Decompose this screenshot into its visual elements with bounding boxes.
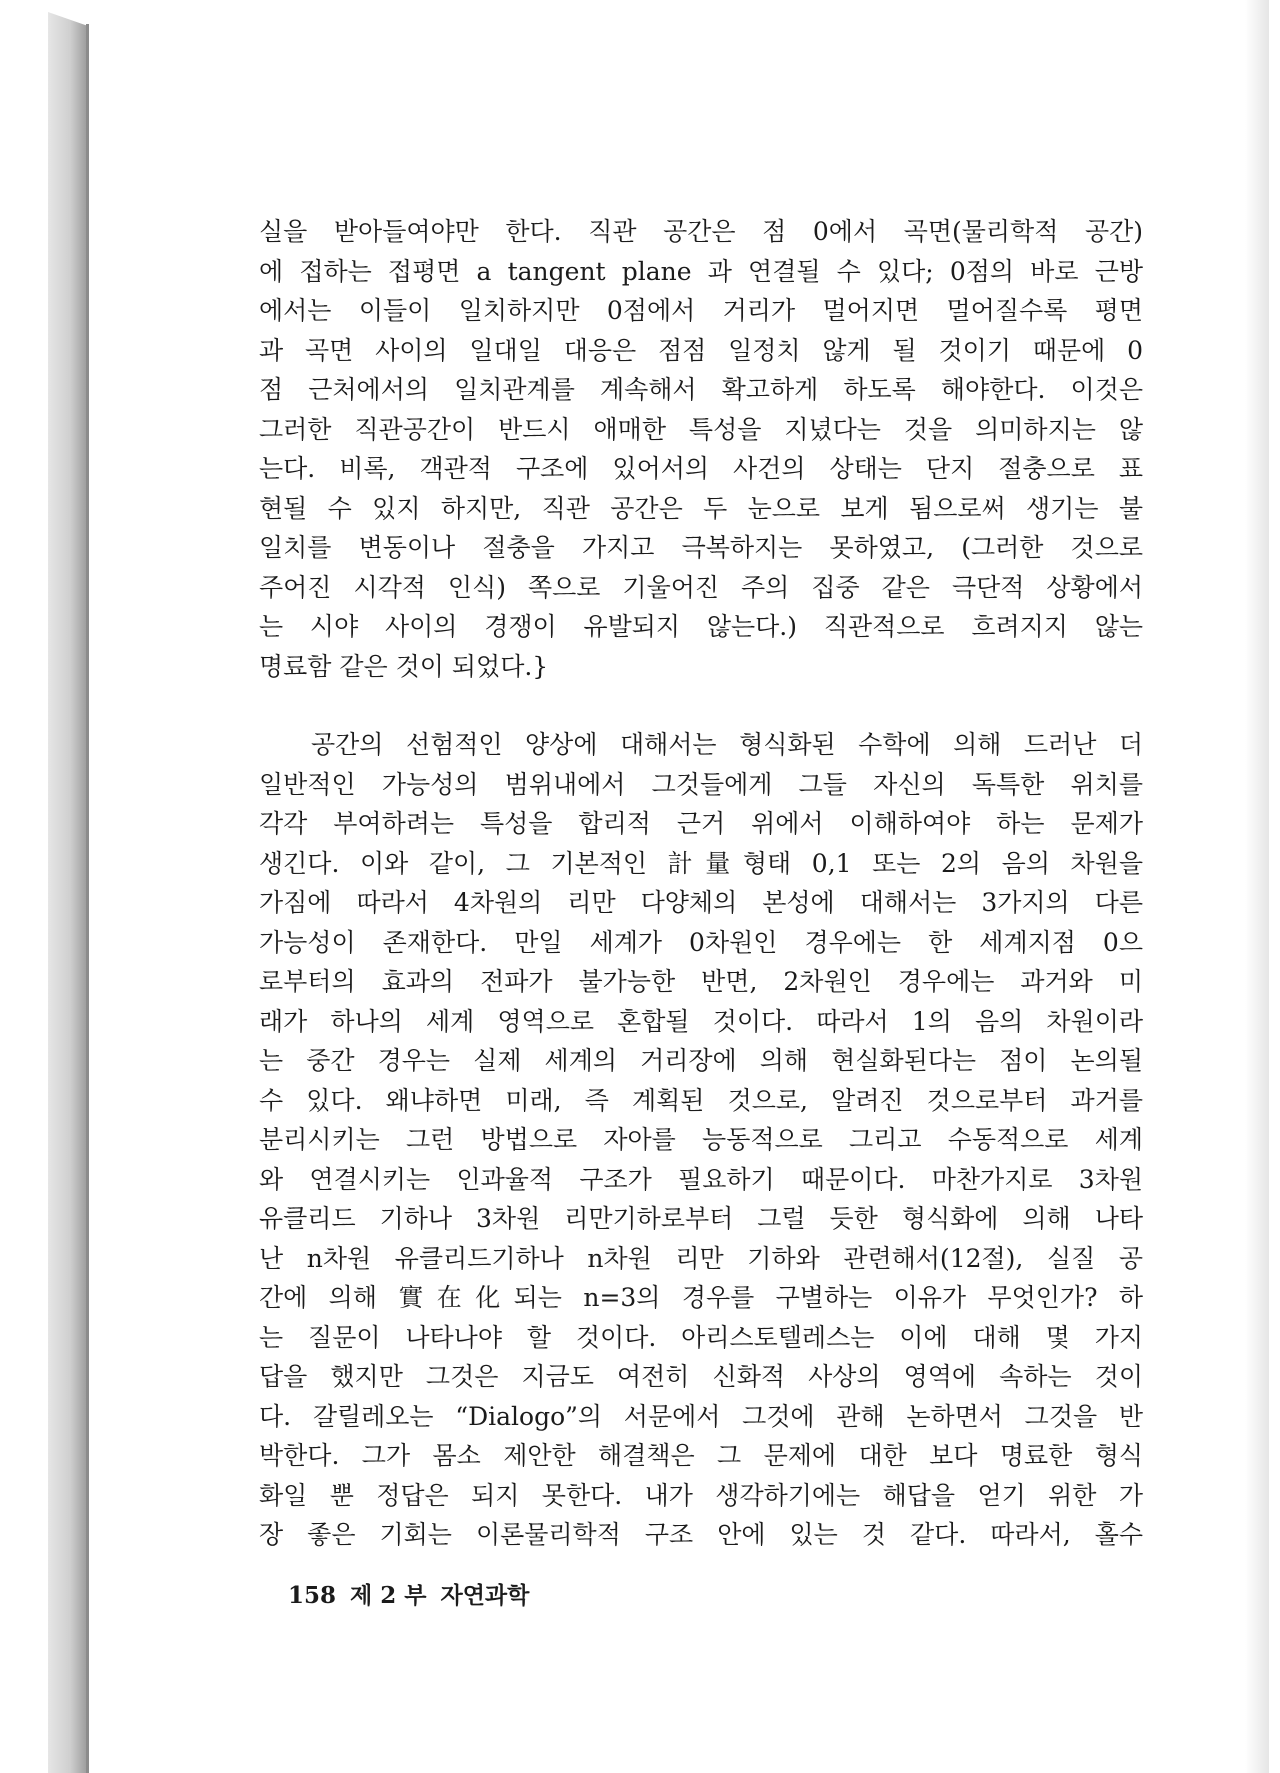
- text-line: 그러한 직관공간이 반드시 애매한 특성을 지녔다는 것을 의미하지는 않: [259, 414, 1143, 444]
- part-label: 제 2 부: [350, 1582, 427, 1609]
- text-line: 답을 했지만 그것은 지금도 여전히 신화적 사상의 영역에 속하는 것이: [259, 1362, 1143, 1391]
- text-line: 에 접하는 접평면 a tangent plane 과 연결될 수 있다; 0점의 바로 근방: [259, 256, 1143, 286]
- text-line: 점 근처에서의 일치관계를 계속해서 확고하게 하도록 해야한다. 이것은: [259, 375, 1143, 404]
- text-line: 로부터의 효과의 전파가 불가능한 반면, 2차원인 경우에는 과거와 미: [259, 967, 1143, 996]
- text-line: 명료함 같은 것이 되었다.}: [259, 651, 549, 681]
- paragraph-1: [259, 212, 1143, 686]
- text-line: 는 중간 경우는 실제 세계의 거리장에 의해 현실화된다는 점이 논의될: [259, 1046, 1143, 1075]
- text-line: 간에 의해 實在化되는 n=3의 경우를 구별하는 이유가 무엇인가? 하: [259, 1283, 1143, 1312]
- text-line: 유클리드 기하나 3차원 리만기하로부터 그럴 듯한 형식화에 의해 나타: [259, 1204, 1143, 1233]
- page-right-shadow: [1245, 0, 1269, 1773]
- paragraph-2: [259, 725, 1143, 1555]
- text-line: 장 좋은 기회는 이론물리학적 구조 안에 있는 것 같다. 따라서, 홀수: [259, 1520, 1143, 1549]
- text-line: 일반적인 가능성의 범위내에서 그것들에게 그들 자신의 독특한 위치를: [259, 769, 1143, 799]
- text-line: 는다. 비록, 객관적 구조에 있어서의 사건의 상태는 단지 절충으로 표: [259, 454, 1143, 483]
- text-line: 수 있다. 왜냐하면 미래, 즉 계획된 것으로, 알려진 것으로부터 과거를: [259, 1085, 1143, 1115]
- text-line: 과 곡면 사이의 일대일 대응은 점점 일정치 않게 될 것이기 때문에 0: [259, 335, 1143, 365]
- body-text: [259, 212, 1143, 1555]
- book-spine-edge: [48, 0, 88, 1773]
- text-line: 난 n차원 유클리드기하나 n차원 리만 기하와 관련해서(12절), 실질 공: [259, 1243, 1143, 1273]
- text-line: 와 연결시키는 인과율적 구조가 필요하기 때문이다. 마찬가지로 3차원: [259, 1164, 1143, 1194]
- page-footer: [288, 1577, 529, 1610]
- text-line: 생긴다. 이와 같이, 그 기본적인 計量형태 0,1 또는 2의 음의 차원을: [259, 848, 1143, 878]
- text-line: 래가 하나의 세계 영역으로 혼합될 것이다. 따라서 1의 음의 차원이라: [259, 1006, 1143, 1036]
- text-line: 다. 갈릴레오는 “Dialogo”의 서문에서 그것에 관해 논하면서 그것을 반: [259, 1401, 1143, 1431]
- text-line: 공간의 선험적인 양상에 대해서는 형식화된 수학에 의해 드러난 더: [311, 730, 1143, 759]
- text-line: 주어진 시각적 인식) 쪽으로 기울어진 주의 집중 같은 극단적 상황에서: [259, 572, 1143, 602]
- section-label: 자연과학: [440, 1582, 530, 1609]
- text-line: 일치를 변동이나 절충을 가지고 극복하지는 못하였고, (그러한 것으로: [259, 533, 1143, 562]
- text-line: 에서는 이들이 일치하지만 0점에서 거리가 멀어지면 멀어질수록 평면: [259, 296, 1143, 325]
- text-line: 화일 뿐 정답은 되지 못한다. 내가 생각하기에는 해답을 얻기 위한 가: [259, 1480, 1143, 1510]
- text-line: 실을 받아들여야만 한다. 직관 공간은 점 0에서 곡면(물리학적 공간): [259, 217, 1143, 246]
- text-line: 현될 수 있지 하지만, 직관 공간은 두 눈으로 보게 됨으로써 생기는 불: [259, 493, 1143, 523]
- text-line: 분리시키는 그런 방법으로 자아를 능동적으로 그리고 수동적으로 세계: [259, 1125, 1143, 1154]
- text-line: 는 시야 사이의 경쟁이 유발되지 않는다.) 직관적으로 흐려지지 않는: [259, 612, 1143, 641]
- text-line: 가짐에 따라서 4차원의 리만 다양체의 본성에 대해서는 3가지의 다른: [259, 888, 1143, 917]
- text-line: 가능성이 존재한다. 만일 세계가 0차원인 경우에는 한 세계지점 0으: [259, 927, 1143, 957]
- text-line: 박한다. 그가 몸소 제안한 해결책은 그 문제에 대한 보다 명료한 형식: [259, 1441, 1143, 1470]
- text-line: 는 질문이 나타나야 할 것이다. 아리스토텔레스는 이에 대해 몇 가지: [259, 1322, 1143, 1352]
- text-line: 각각 부여하려는 특성을 합리적 근거 위에서 이해하여야 하는 문제가: [259, 809, 1143, 838]
- page-number: 158: [288, 1582, 337, 1609]
